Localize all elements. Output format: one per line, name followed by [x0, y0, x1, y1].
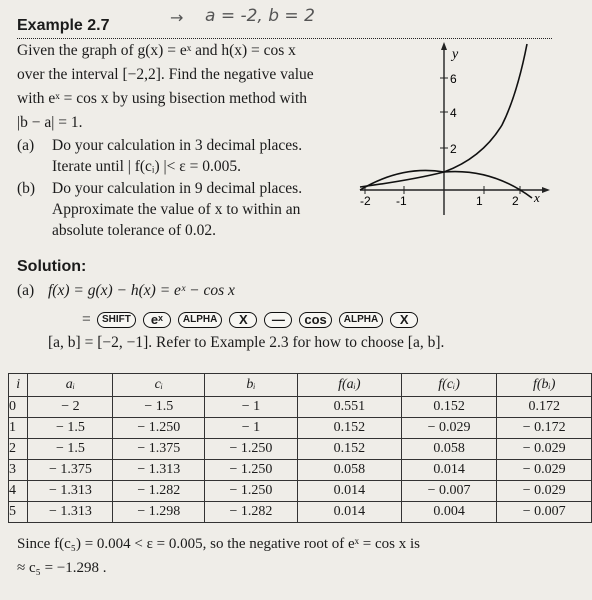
- example-title: Example 2.7: [17, 17, 110, 34]
- part-b-line: absolute tolerance of 0.02.: [52, 222, 216, 239]
- handwritten-arrow: →: [170, 8, 184, 27]
- x-axis-label: x: [534, 190, 540, 205]
- table-cell: − 1.250: [205, 460, 298, 481]
- table-cell: 0.152: [401, 397, 497, 418]
- x-tick-label: 2: [512, 194, 519, 208]
- handwritten-note: a = -2, b = 2: [205, 6, 315, 26]
- table-cell: − 1.250: [113, 418, 205, 439]
- function-graph: [352, 40, 552, 220]
- table-row: [9, 418, 592, 439]
- table-cell: 0.014: [401, 460, 497, 481]
- minus-key: —: [264, 312, 292, 328]
- y-tick-label: 2: [450, 142, 457, 156]
- table-cell: − 0.029: [497, 460, 592, 481]
- cos-key: cos: [299, 312, 331, 328]
- header-c: cᵢ: [113, 374, 205, 397]
- table-cell: − 1.313: [113, 460, 205, 481]
- part-b-line: Approximate the value of x to within an: [52, 201, 301, 218]
- table-cell: 4: [9, 481, 28, 502]
- table-cell: 0.058: [401, 439, 497, 460]
- table-cell: − 0.029: [497, 439, 592, 460]
- x-axis-arrow: [542, 187, 550, 193]
- table-row: [9, 460, 592, 481]
- table-cell: − 1.250: [205, 439, 298, 460]
- table-cell: 0.014: [297, 502, 401, 523]
- x-tick-label: 1: [476, 194, 483, 208]
- table-cell: 0.172: [497, 397, 592, 418]
- table-cell: 0.152: [297, 418, 401, 439]
- title-divider: [17, 38, 552, 39]
- table-cell: − 1.5: [28, 418, 113, 439]
- x-tick-label: -1: [396, 194, 407, 208]
- solution-part-a-label: (a): [17, 282, 35, 299]
- header-fb: f(bᵢ): [497, 374, 592, 397]
- table-body: [9, 397, 592, 523]
- table-cell: 3: [9, 460, 28, 481]
- table-cell: − 0.007: [401, 481, 497, 502]
- part-a-line: Do your calculation in 3 decimal places.: [52, 137, 303, 154]
- problem-line: with eˣ = cos x by using bisection method with: [17, 90, 308, 107]
- table-cell: − 1.250: [205, 481, 298, 502]
- problem-line: over the interval [−2,2]. Find the negative value: [17, 66, 314, 83]
- alpha-key: ALPHA: [178, 312, 222, 328]
- table-cell: 0.551: [297, 397, 401, 418]
- x-key: X: [229, 312, 257, 328]
- equals-sign: =: [82, 311, 91, 328]
- table-cell: 0.004: [401, 502, 497, 523]
- calculator-keys: [97, 311, 421, 329]
- part-b-line: Do your calculation in 9 decimal places.: [52, 180, 303, 197]
- table-row: [9, 481, 592, 502]
- table-cell: − 2: [28, 397, 113, 418]
- part-a-line: Iterate until | f(cᵢ) |< ε = 0.005.: [52, 158, 241, 175]
- problem-line: Given the graph of g(x) = eˣ and h(x) = cos x: [17, 42, 296, 59]
- table-cell: 2: [9, 439, 28, 460]
- problem-line: |b − a| = 1.: [17, 114, 83, 131]
- interval-line: [a, b] = [−2, −1]. Refer to Example 2.3 for how to choose [a, b].: [48, 334, 445, 351]
- header-i: i: [9, 374, 28, 397]
- table-header-row: [9, 374, 592, 397]
- table-cell: − 1.375: [113, 439, 205, 460]
- bisection-table: [8, 373, 592, 523]
- y-tick-label: 6: [450, 72, 457, 86]
- y-axis-label: y: [452, 47, 459, 62]
- table-row: [9, 397, 592, 418]
- header-b: bᵢ: [205, 374, 298, 397]
- table-cell: − 1.5: [113, 397, 205, 418]
- table-cell: 1: [9, 418, 28, 439]
- table-cell: 0.152: [297, 439, 401, 460]
- function-definition: f(x) = g(x) − h(x) = eˣ − cos x: [48, 282, 235, 299]
- table-cell: − 0.172: [497, 418, 592, 439]
- header-fc: f(cᵢ): [401, 374, 497, 397]
- part-b-label: (b): [17, 180, 36, 197]
- y-axis-arrow: [441, 42, 447, 50]
- x-tick-label: -2: [360, 194, 371, 208]
- part-a-label: (a): [17, 137, 35, 154]
- table-cell: − 1.313: [28, 502, 113, 523]
- table-cell: − 1.282: [205, 502, 298, 523]
- exp-key: eˣ: [143, 312, 171, 328]
- table-cell: − 1.375: [28, 460, 113, 481]
- solution-heading: Solution:: [17, 258, 87, 275]
- cos-curve: [360, 170, 532, 198]
- table-cell: − 0.007: [497, 502, 592, 523]
- table-cell: − 0.029: [497, 481, 592, 502]
- conclusion-line: Since f(c₅) = 0.004 < ε = 0.005, so the negative root of eˣ = cos x is: [17, 536, 420, 552]
- table-cell: 0: [9, 397, 28, 418]
- table-cell: 5: [9, 502, 28, 523]
- header-fa: f(aᵢ): [297, 374, 401, 397]
- table-row: [9, 502, 592, 523]
- table-cell: 0.014: [297, 481, 401, 502]
- conclusion-result: ≈ c₅ = −1.298 .: [17, 560, 107, 576]
- header-a: aᵢ: [28, 374, 113, 397]
- shift-key: SHIFT: [97, 312, 136, 328]
- y-tick-label: 4: [450, 106, 457, 120]
- table-cell: − 1.313: [28, 481, 113, 502]
- table-cell: − 1: [205, 397, 298, 418]
- table-cell: − 0.029: [401, 418, 497, 439]
- table-cell: − 1.298: [113, 502, 205, 523]
- x-key: X: [390, 312, 418, 328]
- table-cell: − 1: [205, 418, 298, 439]
- alpha-key: ALPHA: [339, 312, 383, 328]
- table-cell: − 1.5: [28, 439, 113, 460]
- table-cell: 0.058: [297, 460, 401, 481]
- table-cell: − 1.282: [113, 481, 205, 502]
- table-row: [9, 439, 592, 460]
